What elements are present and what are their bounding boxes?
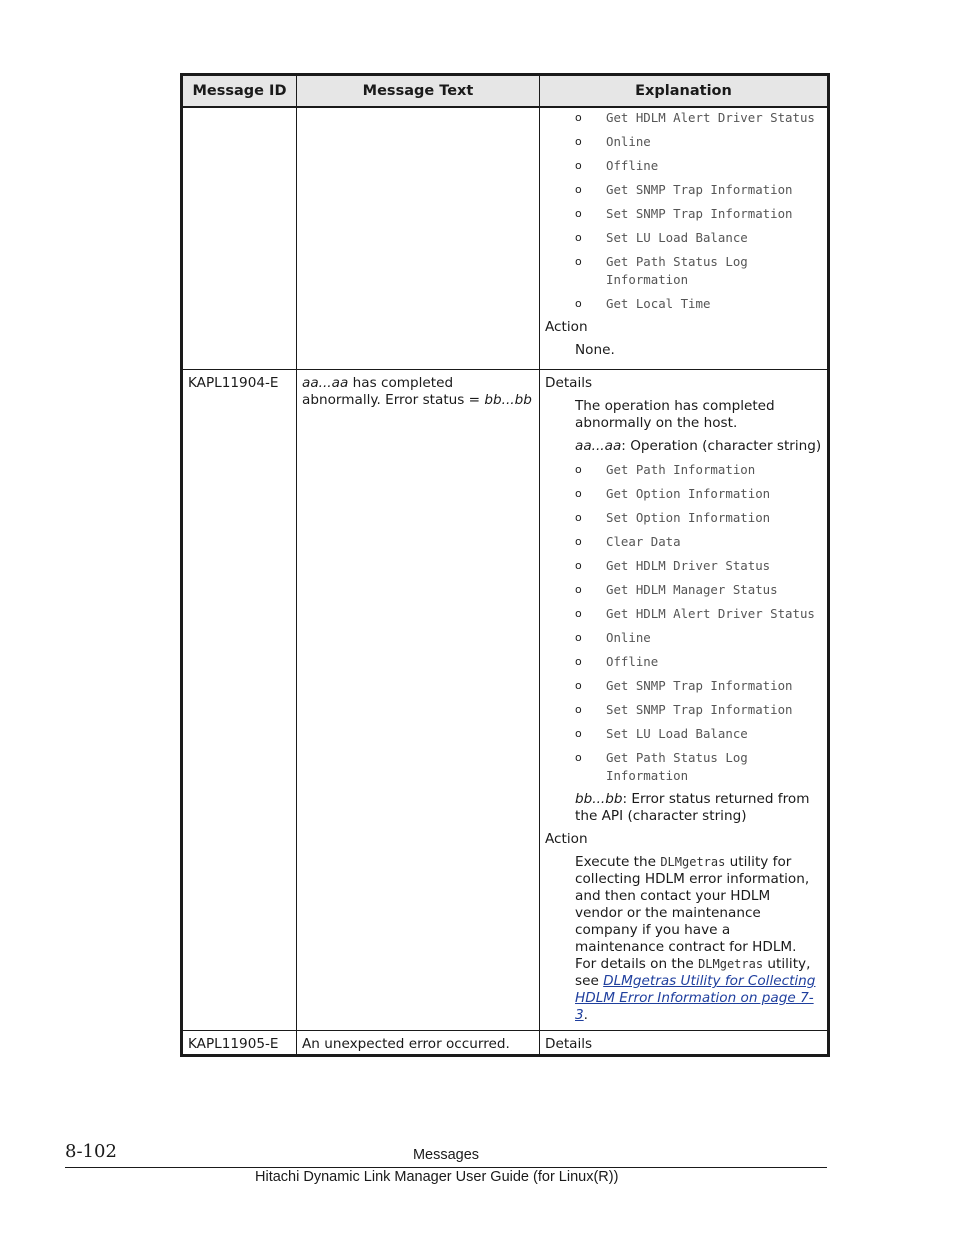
operation-name: Clear Data bbox=[606, 534, 681, 549]
table-row bbox=[182, 107, 829, 370]
operation-name: Get HDLM Alert Driver Status bbox=[606, 606, 815, 621]
operation-item bbox=[575, 229, 822, 247]
operation-name: Get SNMP Trap Information bbox=[606, 182, 793, 197]
operation-name: Get HDLM Manager Status bbox=[606, 582, 778, 597]
operation-name: Get HDLM Alert Driver Status bbox=[606, 110, 815, 125]
operation-item bbox=[575, 133, 822, 151]
bullet-icon: o bbox=[575, 583, 582, 596]
operation-name: Set SNMP Trap Information bbox=[606, 206, 793, 221]
operation-list bbox=[575, 109, 822, 313]
table-row bbox=[182, 1031, 829, 1056]
explanation-cell: Details bbox=[540, 1031, 829, 1056]
bullet-icon: o bbox=[575, 207, 582, 220]
command-name: DLMgetras bbox=[660, 855, 726, 869]
operation-item bbox=[575, 629, 822, 647]
message-text-cell bbox=[297, 107, 540, 370]
bullet-icon: o bbox=[575, 463, 582, 476]
operation-name: Set LU Load Balance bbox=[606, 230, 748, 245]
message-text-cell: An unexpected error occurred. bbox=[297, 1031, 540, 1056]
details-text: The operation has completed abnormally on the host. bbox=[575, 398, 775, 431]
bullet-icon: o bbox=[575, 111, 582, 124]
bullet-icon: o bbox=[575, 135, 582, 148]
bullet-icon: o bbox=[575, 231, 582, 244]
message-variable: bb...bb bbox=[484, 392, 532, 408]
footer-divider bbox=[65, 1167, 827, 1168]
col-header-message-text: Message Text bbox=[297, 75, 540, 108]
message-text: has completed abnormally. Error status = bbox=[302, 375, 485, 408]
bullet-icon: o bbox=[575, 727, 582, 740]
explanation-cell bbox=[540, 107, 829, 370]
document-title: Hitachi Dynamic Link Manager User Guide (for Linux(R)) bbox=[255, 1169, 619, 1185]
operation-item bbox=[575, 157, 822, 175]
bullet-icon: o bbox=[575, 535, 582, 548]
operation-item bbox=[575, 749, 822, 785]
details-label: Details bbox=[545, 375, 593, 391]
operation-item bbox=[575, 653, 822, 671]
operation-name: Set LU Load Balance bbox=[606, 726, 748, 741]
operation-name: Online bbox=[606, 134, 651, 149]
table-row bbox=[182, 370, 829, 1031]
message-text-cell bbox=[297, 370, 540, 1031]
operation-item bbox=[575, 725, 822, 743]
operation-name: Set Option Information bbox=[606, 510, 771, 525]
message-id-cell: KAPL11905-E bbox=[182, 1031, 297, 1056]
operation-item bbox=[575, 533, 822, 551]
error-status-description: bb...bb: Error status returned from the API (character string) bbox=[575, 791, 810, 824]
operation-name: Online bbox=[606, 630, 651, 645]
operation-name: Set SNMP Trap Information bbox=[606, 702, 793, 717]
operation-item bbox=[575, 485, 822, 503]
command-name: DLMgetras bbox=[698, 957, 764, 971]
operation-variable: aa...aa bbox=[575, 438, 622, 454]
bullet-icon: o bbox=[575, 511, 582, 524]
operation-item bbox=[575, 205, 822, 223]
operation-name: Get Local Time bbox=[606, 296, 711, 311]
operation-item bbox=[575, 701, 822, 719]
bullet-icon: o bbox=[575, 255, 582, 268]
operation-item bbox=[575, 253, 822, 289]
dlmgetras-reference-link[interactable]: DLMgetras Utility for Collecting HDLM Error Information on page 7-3 bbox=[575, 973, 816, 1023]
table-header-row bbox=[182, 75, 829, 108]
bullet-icon: o bbox=[575, 487, 582, 500]
bullet-icon: o bbox=[575, 607, 582, 620]
action-text: None. bbox=[575, 342, 615, 358]
operation-item bbox=[575, 461, 822, 479]
operation-item bbox=[575, 581, 822, 599]
operation-name: Offline bbox=[606, 654, 659, 669]
action-label: Action bbox=[545, 831, 588, 847]
bullet-icon: o bbox=[575, 559, 582, 572]
operation-name: Get HDLM Driver Status bbox=[606, 558, 771, 573]
operation-item bbox=[575, 677, 822, 695]
action-label: Action bbox=[545, 319, 588, 335]
message-id-cell bbox=[182, 107, 297, 370]
operation-item bbox=[575, 295, 822, 313]
chapter-title: Messages bbox=[412, 1147, 480, 1163]
bullet-icon: o bbox=[575, 183, 582, 196]
page-number: 8-102 bbox=[65, 1141, 117, 1162]
error-variable: bb...bb bbox=[575, 791, 623, 807]
operation-name: Get Path Status Log Information bbox=[606, 254, 748, 287]
explanation-cell bbox=[540, 370, 829, 1031]
operation-name: Get SNMP Trap Information bbox=[606, 678, 793, 693]
bullet-icon: o bbox=[575, 679, 582, 692]
operation-description: aa...aa: Operation (character string) bbox=[575, 438, 822, 454]
operation-item bbox=[575, 557, 822, 575]
message-id-cell: KAPL11904-E bbox=[182, 370, 297, 1031]
message-variable: aa...aa bbox=[302, 375, 349, 391]
bullet-icon: o bbox=[575, 159, 582, 172]
action-text: Execute the DLMgetras utility for collecting HDLM error information, and then contact your HDLM vendor or the maintenance company if you have a maintenance contract for HDLM. For details on the DLMgetras utility, see DLMgetras Utility for Collecting HDLM Error Information on page 7-3. bbox=[575, 854, 816, 1023]
bullet-icon: o bbox=[575, 297, 582, 310]
col-header-explanation: Explanation bbox=[540, 75, 829, 108]
operation-item bbox=[575, 509, 822, 527]
operation-item bbox=[575, 605, 822, 623]
operation-name: Get Option Information bbox=[606, 486, 771, 501]
bullet-icon: o bbox=[575, 655, 582, 668]
operation-name: Get Path Information bbox=[606, 462, 756, 477]
operation-item bbox=[575, 181, 822, 199]
message-table bbox=[180, 73, 830, 1057]
bullet-icon: o bbox=[575, 631, 582, 644]
operation-name: Get Path Status Log Information bbox=[606, 750, 748, 783]
bullet-icon: o bbox=[575, 751, 582, 764]
operation-list bbox=[575, 461, 822, 785]
col-header-message-id: Message ID bbox=[182, 75, 297, 108]
bullet-icon: o bbox=[575, 703, 582, 716]
operation-name: Offline bbox=[606, 158, 659, 173]
operation-item bbox=[575, 109, 822, 127]
